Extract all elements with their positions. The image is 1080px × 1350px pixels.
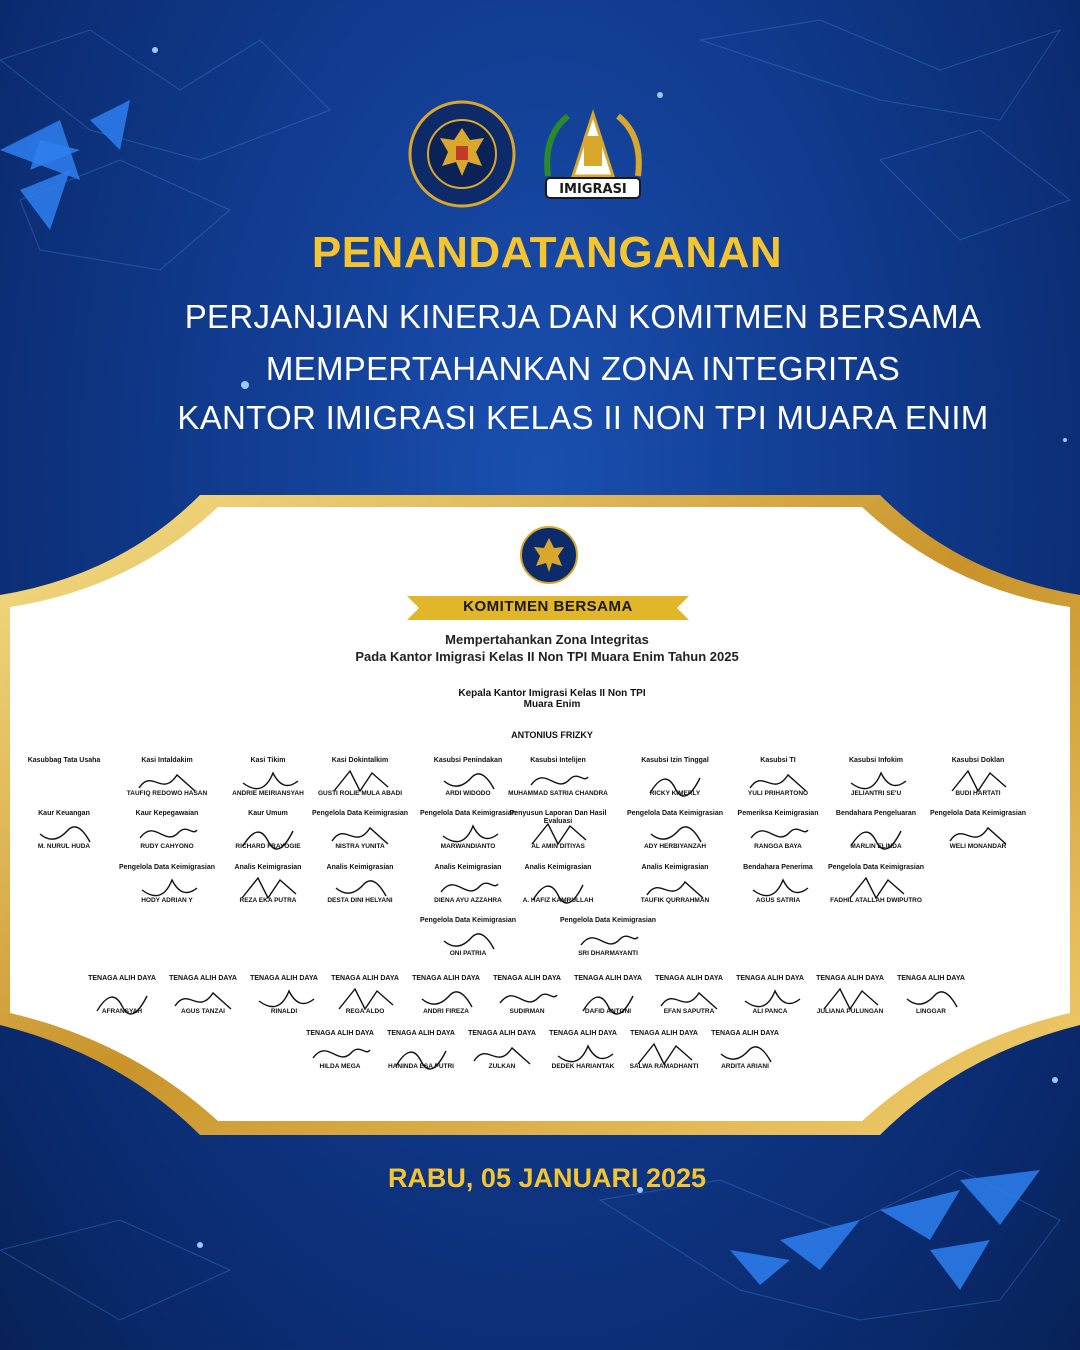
signatory-role: Pengelola Data Keimigrasian	[419, 810, 517, 817]
signatory-role: TENAGA ALIH DAYA	[387, 1030, 455, 1037]
signatory-block	[615, 864, 735, 914]
signatory-name: M. NURUL HUDA	[37, 843, 91, 850]
signatory-role: Pengelola Data Keimigrasian	[419, 917, 517, 924]
ministry-emblem	[408, 100, 516, 208]
signatory-name: ONI PATRIA	[449, 950, 487, 957]
signatory-block	[498, 864, 618, 914]
signatory-block	[816, 864, 936, 914]
signatory-name: TAUFIQ REDOWO HASAN	[126, 790, 208, 797]
signatory-name: WELI MONANDAR	[949, 843, 1007, 850]
signatory-role: TENAGA ALIH DAYA	[493, 975, 561, 982]
signatory-role: Kasi Intaldakim	[141, 757, 193, 764]
signatory-name: LINGGAR	[916, 1008, 946, 1015]
signatory-name: JULIANA PULUNGAN	[816, 1008, 884, 1015]
signatory-role: Bendahara Penerima	[743, 864, 813, 871]
signatory-name: HODY ADRIAN Y	[141, 897, 193, 904]
signatory-role: TENAGA ALIH DAYA	[468, 1030, 536, 1037]
signatory-block	[300, 864, 420, 914]
signatory-name: JELIANTRI SE'U	[850, 790, 902, 797]
signatory-name: REZA EKA PUTRA	[239, 897, 297, 904]
event-date: RABU, 05 JANUARI 2025	[387, 1163, 707, 1193]
signatory-role: TENAGA ALIH DAYA	[88, 975, 156, 982]
signatory-name: RANGGA BAYA	[754, 843, 802, 850]
signatory-name: NISTRA YUNITA	[335, 843, 385, 850]
signatory-role: Pengelola Data Keimigrasian	[626, 810, 724, 817]
signatory-name: HILDA MEGA	[319, 1063, 361, 1070]
signatory-role: Analis Keimigrasian	[326, 864, 394, 871]
signatory-name: DESTA DINI HELYANI	[327, 897, 393, 904]
signatory-role: Kasubsi Penindakan	[433, 757, 503, 764]
signatory-role: Pengelola Data Keimigrasian	[311, 810, 409, 817]
signatory-name: ARDI WIDODO	[445, 790, 491, 797]
signatory-block	[498, 810, 618, 860]
signatory-role: Kasi Dokintalkim	[331, 757, 389, 764]
signatory-role: Kasi Tikim	[250, 757, 286, 764]
signatory-name: SUDIRMAN	[509, 1008, 545, 1015]
head-name: ANTONIUS FRIZKY	[511, 730, 593, 740]
signatory-name: A. HAFIZ KAMRULLAH	[522, 897, 594, 904]
signatory-role: Analis Keimigrasian	[434, 864, 502, 871]
signatory-name: YULI PRIHARTONO	[747, 790, 809, 797]
signatory-name: ARDITA ARIANI	[721, 1063, 769, 1070]
imigrasi-emblem	[538, 106, 648, 206]
page-title: PENANDATANGANAN	[311, 228, 783, 277]
signatory-name: ZULKAN	[488, 1063, 516, 1070]
signatory-role: Analis Keimigrasian	[524, 864, 592, 871]
signatory-name: AGUS TANZAI	[181, 1008, 225, 1015]
signatory-name: HANINDA ESA PUTRI	[388, 1063, 454, 1070]
subtitle-line-1: PERJANJIAN KINERJA DAN KOMITMEN BERSAMA	[184, 298, 982, 335]
signatory-block	[4, 810, 124, 860]
signatory-role: TENAGA ALIH DAYA	[655, 975, 723, 982]
signatory-role: Analis Keimigrasian	[234, 864, 302, 871]
signatory-name: REGA ALDO	[345, 1008, 385, 1015]
signatory-role: Kaur Keuangan	[38, 810, 90, 817]
subtitle-line-3: KANTOR IMIGRASI KELAS II NON TPI MUARA ENIM	[177, 399, 989, 436]
signatory-role: Kaur Kepegawaian	[135, 810, 199, 817]
signatory-name: DEDEK HARIANTAK	[551, 1063, 615, 1070]
signatory-block	[548, 917, 668, 967]
signatory-name: MUHAMMAD SATRIA CHANDRA	[508, 790, 608, 797]
document-emblem	[520, 526, 578, 584]
signatory-role: TENAGA ALIH DAYA	[306, 1030, 374, 1037]
banner-title: KOMITMEN BERSAMA	[463, 598, 633, 615]
signatory-role: TENAGA ALIH DAYA	[250, 975, 318, 982]
head-role-line-1: Kepala Kantor Imigrasi Kelas II Non TPI	[458, 688, 646, 699]
signatory-block	[918, 757, 1038, 807]
signatory-name: MARWANDIANTO	[440, 843, 496, 850]
signatory-role: Kasubsi Izin Tinggal	[641, 757, 709, 764]
signatory-name: SRI DHARMAYANTI	[578, 950, 638, 957]
signatory-role: TENAGA ALIH DAYA	[169, 975, 237, 982]
head-role-line-2: Muara Enim	[523, 699, 581, 710]
signatory-block	[300, 757, 420, 807]
signatory-name: EFAN SAPUTRA	[663, 1008, 715, 1015]
signatory-role: TENAGA ALIH DAYA	[897, 975, 965, 982]
head-role	[432, 688, 672, 710]
signatory-name: DAFID ANTONI	[584, 1008, 632, 1015]
signatory-role: Kasubsi Doklan	[951, 757, 1005, 764]
signatory-name: TAUFIK QURRAHMAN	[640, 897, 710, 904]
signatory-role: Pengelola Data Keimigrasian	[929, 810, 1027, 817]
signatory-block	[4, 757, 124, 807]
signatory-name: MARLIN ELINDA	[850, 843, 902, 850]
signatory-name: ALI PANCA	[752, 1008, 788, 1015]
signatory-name: AFRANSYAH	[101, 1008, 143, 1015]
signatory-name: GUSTI ROLIE MULA ABADI	[317, 790, 402, 797]
signatory-name: BUDI HARTATI	[955, 790, 1001, 797]
signatory-name: AL AMIN DITIYAS	[531, 843, 585, 850]
signatory-role: TENAGA ALIH DAYA	[412, 975, 480, 982]
imigrasi-logo-text: IMIGRASI	[559, 182, 627, 197]
signatory-role: Kasubsi TI	[760, 757, 796, 764]
signatory-block	[408, 917, 528, 967]
document-heading-1: Mempertahankan Zona Integritas	[445, 632, 649, 647]
signatory-block	[918, 810, 1038, 860]
signatory-role: Kasubsi Intelijen	[530, 757, 586, 764]
signatory-block	[498, 757, 618, 807]
signatory-name: DIENA AYU AZZAHRA	[434, 897, 502, 904]
signatory-role: Pengelola Data Keimigrasian	[559, 917, 657, 924]
signatory-role: Pemeriksa Keimigrasian	[737, 810, 819, 817]
signatory-name: RICHARD FRAYOGIE	[235, 843, 301, 850]
handwritten-signature	[34, 763, 96, 797]
signatory-name: ANDRI FIREZA	[423, 1008, 469, 1015]
document-heading-2: Pada Kantor Imigrasi Kelas II Non TPI Muara Enim Tahun 2025	[355, 649, 739, 664]
signatory-name: ADY HERBIYANZAH	[643, 843, 707, 850]
signatory-block	[871, 975, 991, 1025]
signatory-block	[300, 810, 420, 860]
signatory-block	[685, 1030, 805, 1080]
signatory-block	[615, 810, 735, 860]
signatory-name: RINALDI	[270, 1008, 298, 1015]
signatory-name: AGUS SATRIA	[755, 897, 801, 904]
signatory-name: RUDY CAHYONO	[140, 843, 194, 850]
signatory-name: SALWA RAMADHANTI	[629, 1063, 699, 1070]
signatory-role: Pengelola Data Keimigrasian	[118, 864, 216, 871]
signatory-role: TENAGA ALIH DAYA	[736, 975, 804, 982]
commitment-document	[12, 514, 1068, 1112]
signatory-role: TENAGA ALIH DAYA	[816, 975, 884, 982]
signatory-name: RICKY KIMERLY	[649, 790, 701, 797]
signatory-role: Analis Keimigrasian	[641, 864, 709, 871]
signatory-role: Kasubbag Tata Usaha	[27, 757, 101, 764]
signatory-role: Bendahara Pengeluaran	[835, 810, 917, 817]
signatory-role: TENAGA ALIH DAYA	[331, 975, 399, 982]
header-logos	[0, 100, 1080, 210]
signatory-role: Pengelola Data Keimigrasian	[827, 864, 925, 871]
signatory-block	[615, 757, 735, 807]
signatory-role: Kaur Umum	[248, 810, 288, 817]
signatory-name: ANDRIE MEIRIANSYAH	[232, 790, 304, 797]
signatory-role: Penyusun Laporan Dan Hasil Evaluasi	[509, 810, 607, 825]
signatory-role: TENAGA ALIH DAYA	[630, 1030, 698, 1037]
signatory-role: TENAGA ALIH DAYA	[549, 1030, 617, 1037]
signatory-role: Kasubsi Infokim	[848, 757, 904, 764]
signatory-role: TENAGA ALIH DAYA	[711, 1030, 779, 1037]
signatory-role: TENAGA ALIH DAYA	[574, 975, 642, 982]
signatory-name: FADHIL ATALLAH DWIPUTRO	[830, 897, 922, 904]
subtitle-line-2: MEMPERTAHANKAN ZONA INTEGRITAS	[265, 350, 901, 387]
